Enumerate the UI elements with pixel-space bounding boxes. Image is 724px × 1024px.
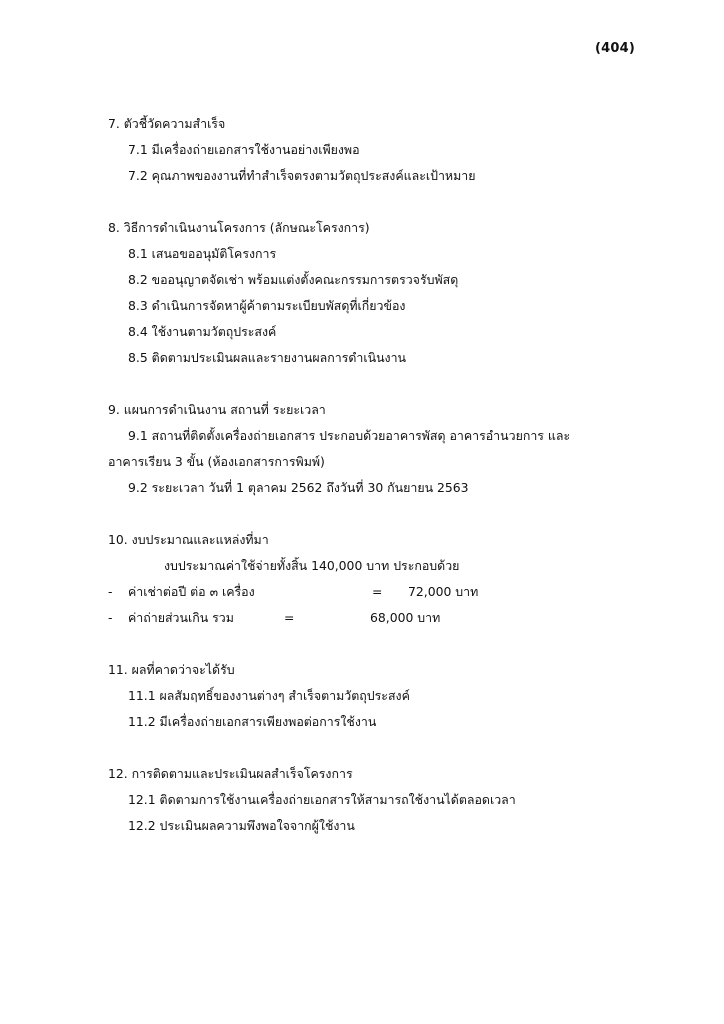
section-10-heading: 10. งบประมาณและแหล่งที่มา bbox=[108, 532, 269, 547]
section-gap bbox=[108, 631, 628, 657]
section-9-item-2: 9.2 ระยะเวลา วันที่ 1 ตุลาคม 2562 ถึงวันที่ 30 กันยายน 2563 bbox=[128, 480, 469, 495]
budget-row-excess-copy-label: ค่าถ่ายส่วนเกิน รวม bbox=[128, 610, 234, 625]
section-7-item-2: 7.2 คุณภาพของงานที่ทำสำเร็จตรงตามวัตถุประสงค์และเป้าหมาย bbox=[128, 168, 476, 183]
section-plan bbox=[108, 397, 628, 501]
section-9-item-1-line-1: 9.1 สถานที่ติดตั้งเครื่องถ่ายเอกสาร ประกอบด้วยอาคารพัสดุ อาคารอำนวยการ และ bbox=[128, 428, 571, 443]
section-indicators bbox=[108, 111, 628, 189]
section-gap bbox=[108, 735, 628, 761]
section-11-item-1: 11.1 ผลสัมฤทธิ์ของงานต่างๆ สำเร็จตามวัตถุประสงค์ bbox=[128, 688, 410, 703]
section-7-item-1: 7.1 มีเครื่องถ่ายเอกสารใช้งานอย่างเพียงพอ bbox=[128, 142, 360, 157]
page-number: (404) bbox=[594, 41, 635, 56]
section-8-item-3: 8.3 ดำเนินการจัดหาผู้ค้าตามระเบียบพัสดุที่เกี่ยวข้อง bbox=[128, 298, 406, 313]
budget-row-excess-copy bbox=[108, 605, 628, 631]
budget-row-rental-amount: 72,000 บาท bbox=[408, 584, 479, 599]
section-gap bbox=[108, 189, 628, 215]
section-8-item-4: 8.4 ใช้งานตามวัตถุประสงค์ bbox=[128, 324, 277, 339]
budget-row-rental bbox=[108, 579, 628, 605]
section-results bbox=[108, 657, 628, 735]
section-gap bbox=[108, 371, 628, 397]
section-8-item-1: 8.1 เสนอขออนุมัติโครงการ bbox=[128, 246, 277, 261]
section-11-item-2: 11.2 มีเครื่องถ่ายเอกสารเพียงพอต่อการใช้งาน bbox=[128, 714, 377, 729]
section-8-heading: 8. วิธีการดำเนินงานโครงการ (ลักษณะโครงการ) bbox=[108, 220, 370, 235]
section-12-item-2: 12.2 ประเมินผลความพึงพอใจจากผู้ใช้งาน bbox=[128, 818, 355, 833]
section-method bbox=[108, 215, 628, 371]
budget-summary: งบประมาณค่าใช้จ่ายทั้งสิ้น 140,000 บาท ประกอบด้วย bbox=[164, 558, 460, 573]
section-9-item-1-line-2: อาคารเรียน 3 ขั้น (ห้องเอกสารการพิมพ์) bbox=[108, 454, 325, 469]
budget-row-excess-copy-dash: - bbox=[108, 610, 113, 625]
section-budget bbox=[108, 527, 628, 631]
budget-row-excess-copy-equals: = bbox=[284, 610, 295, 625]
section-12-item-1: 12.1 ติดตามการใช้งานเครื่องถ่ายเอกสารให้สามารถใช้งานได้ตลอดเวลา bbox=[128, 792, 516, 807]
document-content bbox=[108, 111, 628, 839]
section-7-heading: 7. ตัวชี้วัดความสำเร็จ bbox=[108, 116, 226, 131]
section-evaluation bbox=[108, 761, 628, 839]
section-8-item-5: 8.5 ติดตามประเมินผลและรายงานผลการดำเนินงาน bbox=[128, 350, 407, 365]
section-8-item-2: 8.2 ขออนุญาตจัดเช่า พร้อมแต่งตั้งคณะกรรมการตรวจรับพัสดุ bbox=[128, 272, 459, 287]
budget-row-rental-dash: - bbox=[108, 584, 113, 599]
section-12-heading: 12. การติดตามและประเมินผลสำเร็จโครงการ bbox=[108, 766, 353, 781]
budget-row-rental-equals: = bbox=[372, 584, 383, 599]
section-gap bbox=[108, 501, 628, 527]
budget-row-rental-label: ค่าเช่าต่อปี ต่อ ๓ เครื่อง bbox=[128, 584, 255, 599]
section-11-heading: 11. ผลที่คาดว่าจะได้รับ bbox=[108, 662, 235, 677]
budget-row-excess-copy-amount: 68,000 บาท bbox=[370, 610, 441, 625]
section-9-heading: 9. แผนการดำเนินงาน สถานที่ ระยะเวลา bbox=[108, 402, 326, 417]
